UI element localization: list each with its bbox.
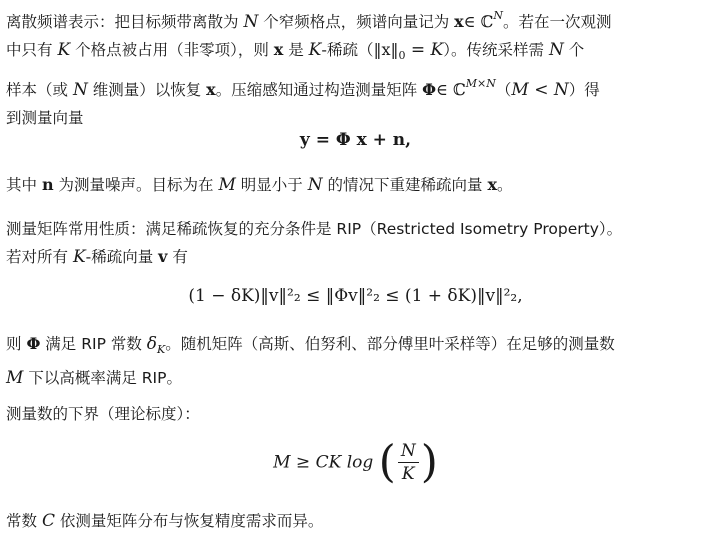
text: -稀疏（ [321, 41, 374, 59]
text: 满足 RIP 常数 [40, 335, 147, 353]
fraction-numerator: N [398, 440, 419, 463]
math-in-C: ∈ ℂ [436, 80, 466, 99]
math-delta: δ [146, 334, 158, 354]
text: 维测量）以恢复 [87, 81, 207, 99]
math-in-C: ∈ ℂ [463, 12, 494, 31]
math-sup-MxN: M×N [465, 77, 496, 90]
math-eq-K: = K [405, 40, 444, 60]
math-K: K [308, 40, 322, 60]
text: 有 [167, 248, 188, 266]
math-K: K [72, 247, 86, 267]
text: 是 [283, 41, 309, 59]
text: 中只有 [6, 41, 58, 59]
text: 测量矩阵常用性质：满足稀疏恢复的充分条件是 RIP（Restricted Isometry Property）。 [6, 220, 623, 238]
text: 则 [6, 335, 27, 353]
text: 下以高概率满足 RIP。 [23, 369, 182, 387]
text: 。 [497, 176, 513, 194]
paragraph-rip-constant [6, 330, 656, 392]
math-norm: ‖x‖ [373, 40, 399, 59]
text: 离散频谱表示：把目标频带离散为 [6, 13, 244, 31]
text: 若对所有 [6, 248, 73, 266]
text: 测量数的下界（理论标度）： [6, 405, 200, 423]
text: 样本（或 [6, 81, 73, 99]
math-Phi: Φ [26, 334, 41, 353]
math-Phi: Φ [422, 80, 437, 99]
text: 为测量噪声。目标为在 [53, 176, 219, 194]
math-M: M [218, 175, 236, 195]
text: 到测量向量 [6, 109, 84, 127]
math-M: M [6, 368, 24, 388]
fraction [398, 440, 419, 485]
text: -稀疏向量 [85, 248, 159, 266]
equation-text: y = Φ x + n, [299, 130, 412, 150]
text: 。若在一次观测 [503, 13, 612, 31]
math-C: C [41, 511, 55, 531]
math-x: x [206, 80, 216, 99]
text: （ [495, 81, 512, 99]
text: 个窄频格点，频谱向量记为 [258, 13, 455, 31]
math-sub-K: K [157, 343, 166, 356]
math-v: v [158, 247, 168, 266]
math-N: N [72, 80, 88, 100]
text: 的情况下重建稀疏向量 [322, 176, 488, 194]
paren-left: ( [378, 436, 396, 488]
math-sup-N: N [493, 9, 504, 22]
text: 明显小于 [235, 176, 308, 194]
math-M-lt-N: M < N [511, 80, 569, 100]
math-x: x [454, 12, 464, 31]
text: ）。传统采样需 [443, 41, 549, 59]
math-n: n [41, 175, 54, 194]
math-sub-0: 0 [398, 49, 406, 62]
math-N: N [243, 12, 259, 32]
text: ）得 [568, 81, 600, 99]
math-N: N [548, 40, 564, 60]
text: 个格点被占用（非零项），则 [70, 41, 274, 59]
equation-lower-bound [0, 436, 711, 488]
text: 常数 [6, 512, 42, 530]
paragraph-constant [6, 507, 656, 535]
paragraph-rip [6, 215, 656, 271]
paren-right: ) [420, 436, 438, 488]
paragraph-lower-bound [6, 400, 656, 428]
text: 其中 [6, 176, 42, 194]
paragraph-discrete-spectrum [6, 2, 656, 132]
text: 个 [563, 41, 585, 59]
equation-rip [0, 286, 711, 306]
equation-text: (1 − δK)‖v‖²₂ ≤ ‖Φv‖²₂ ≤ (1 + δK)‖v‖²₂, [188, 286, 523, 306]
equation-measurement [0, 130, 711, 150]
text: 。压缩感知通过构造测量矩阵 [215, 81, 423, 99]
text: 。随机矩阵（高斯、伯努利、部分傅里叶采样等）在足够的测量数 [165, 335, 615, 353]
math-K: K [57, 40, 71, 60]
math-x: x [273, 40, 284, 59]
equation-lhs: M ≥ CK log [273, 452, 374, 473]
text: 依测量矩阵分布与恢复精度需求而异。 [54, 512, 324, 530]
math-N: N [307, 175, 323, 195]
math-x: x [487, 175, 497, 194]
fraction-denominator: K [401, 464, 415, 484]
paragraph-noise [6, 171, 656, 199]
